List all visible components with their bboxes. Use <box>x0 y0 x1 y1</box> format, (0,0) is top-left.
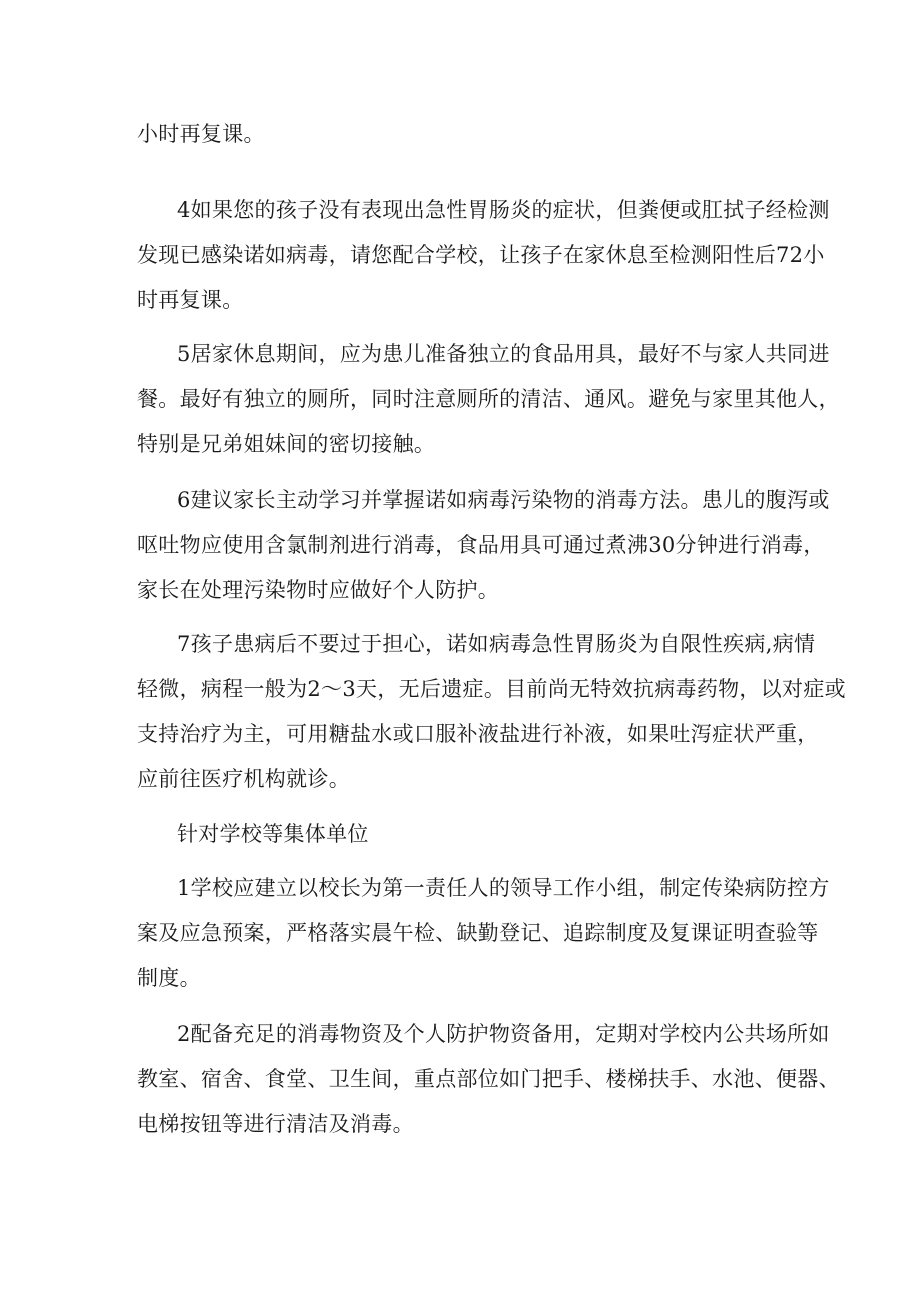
paragraph-item-4 <box>137 188 830 323</box>
text-line: 6建议家长主动学习并掌握诺如病毒污染物的消毒方法。患儿的腹泻或 <box>177 488 830 512</box>
text-line: 时再复课。 <box>137 288 244 312</box>
text-line: 家长在处理污染物时应做好个人防护。 <box>137 578 500 602</box>
text-line: 4如果您的孩子没有表现出急性胃肠炎的症状，但粪便或肛拭子经检测 <box>177 198 830 222</box>
paragraph-school-1 <box>137 866 830 1001</box>
paragraph-continuation <box>137 112 797 157</box>
text-line: 支持治疗为主，可用糖盐水或口服补液盐进行补液，如果吐泻症状严重， <box>137 722 819 746</box>
text-line: 餐。最好有独立的厕所，同时注意厕所的清洁、通风。避免与家里其他人， <box>137 387 840 411</box>
section-heading <box>137 812 797 857</box>
text-line: 7孩子患病后不要过于担心，诺如病毒急性胃肠炎为自限性疾病,病情 <box>177 632 816 656</box>
text-line: 5居家休息期间，应为患儿准备独立的食品用具，最好不与家人共同进 <box>177 342 830 366</box>
text-line: 小时再复课。 <box>137 122 265 146</box>
paragraph-item-5 <box>137 332 840 467</box>
text-line: 呕吐物应使用含氯制剂进行消毒，食品用具可通过煮沸30分钟进行消毒， <box>137 533 825 557</box>
paragraph-item-6 <box>137 478 830 613</box>
text-line: 轻微，病程一般为2～3天，无后遗症。目前尚无特效抗病毒药物，以对症或 <box>137 677 846 701</box>
text-line: 电梯按钮等进行清洁及消毒。 <box>137 1112 414 1136</box>
text-line: 教室、宿舍、食堂、卫生间，重点部位如门把手、楼梯扶手、水池、便器、 <box>137 1067 840 1091</box>
text-line: 针对学校等集体单位 <box>177 822 369 846</box>
text-line: 案及应急预案，严格落实晨午检、缺勤登记、追踪制度及复课证明查验等 <box>137 921 819 945</box>
paragraph-school-2 <box>137 1012 840 1147</box>
paragraph-item-7 <box>137 622 846 802</box>
text-line: 应前往医疗机构就诊。 <box>137 767 350 791</box>
text-line: 1学校应建立以校长为第一责任人的领导工作小组，制定传染病防控方 <box>177 876 830 900</box>
text-line: 制度。 <box>137 966 201 990</box>
text-line: 2配备充足的消毒物资及个人防护物资备用，定期对学校内公共场所如 <box>177 1022 830 1046</box>
text-line: 发现已感染诺如病毒，请您配合学校，让孩子在家休息至检测阳性后72小 <box>137 243 825 267</box>
text-line: 特别是兄弟姐妹间的密切接触。 <box>137 432 436 456</box>
